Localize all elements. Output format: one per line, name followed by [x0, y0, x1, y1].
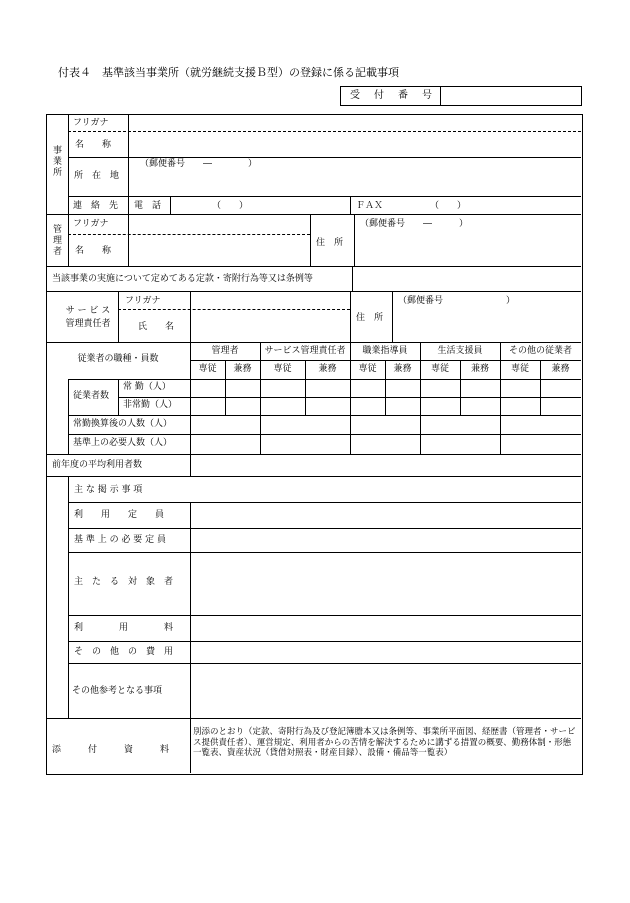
sub-header-fulltime: 専従 — [198, 364, 217, 374]
manager-postal: （郵便番号 ― ） — [360, 219, 469, 229]
service-manager-name-label: 氏 名 — [138, 322, 175, 332]
sub-header-concurrent: 兼務 — [318, 364, 337, 374]
posting-target-field[interactable] — [192, 554, 580, 613]
posting-reference-field[interactable] — [192, 665, 580, 716]
avg-users-field[interactable] — [192, 456, 580, 474]
staff-row-parttime: 非常勤（人） — [123, 400, 178, 410]
business-contact-label: 連 絡 先 — [73, 201, 119, 211]
attachments-label: 添 付 資 料 — [52, 745, 170, 755]
avg-users-label: 前年度の平均利用者数 — [52, 460, 143, 470]
manager-section-label: 管理者 — [52, 225, 62, 257]
attachments-text: 別添のとおり（定款、寄附行為及び登記簿謄本又は条例等、事業所平面図、経歴書（管理者・サービス提供責任者）、運営規定、利用者からの苦情を解決するために講ずる措置の概要、勤務体制・形態一覧表、資産状況（貸借対照表・財産目録）、設備・備品等一覧表） — [193, 727, 576, 758]
business-fax-field[interactable] — [390, 198, 578, 213]
business-furigana-field[interactable] — [130, 116, 579, 130]
regulations-label: 当該事業の実施について定めてある定款・寄附行為等又は条例等 — [52, 274, 313, 284]
staff-count-label: 従業者数 — [73, 391, 110, 401]
business-phone-field[interactable] — [172, 198, 348, 213]
staff-category-other: その他の従業者 — [508, 346, 572, 356]
manager-name-label: 名 称 — [75, 246, 112, 256]
sub-header-fulltime: 専従 — [358, 364, 377, 374]
posting-reference-label: その他参考となる事項 — [72, 686, 163, 696]
service-manager-furigana-field[interactable] — [192, 293, 348, 307]
staff-header-label: 従業者の職種・員数 — [77, 354, 159, 364]
sub-header-fulltime: 専従 — [510, 364, 529, 374]
manager-name-field[interactable] — [130, 236, 308, 264]
service-manager-address-field[interactable] — [394, 310, 578, 340]
posting-capacity-label: 利 用 定 員 — [74, 510, 165, 520]
staff-required-label: 基準上の必要人数（人） — [73, 438, 173, 448]
business-phone-paren: （ ） — [212, 201, 249, 211]
business-phone-label: 電 話 — [134, 201, 162, 211]
staff-category-manager: 管理者 — [211, 346, 239, 356]
staff-category-vocational-instructor: 職業指導員 — [362, 346, 408, 356]
manager-furigana-label: フリガナ — [73, 219, 109, 229]
service-manager-label-2: 管理責任者 — [65, 319, 111, 329]
service-manager-postal: （郵便番号 ） — [398, 296, 516, 306]
staff-category-service-manager: サービス管理責任者 — [264, 346, 346, 356]
service-manager-address-label: 住 所 — [356, 313, 384, 323]
business-address-label: 所 在 地 — [74, 171, 120, 181]
posting-capacity-field[interactable] — [192, 504, 580, 526]
business-fax-paren: （ ） — [430, 201, 467, 211]
staff-table-input-area[interactable] — [192, 381, 580, 453]
manager-address-label: 住 所 — [316, 238, 344, 248]
business-address-field[interactable] — [130, 172, 579, 194]
service-manager-label-1: サ ー ビ ス — [65, 306, 111, 316]
posting-fee-field[interactable] — [192, 617, 580, 639]
sub-header-fulltime: 専従 — [273, 364, 292, 374]
posting-other-costs-field[interactable] — [192, 643, 580, 661]
sub-header-fulltime: 専従 — [430, 364, 449, 374]
business-fax-label: ＦＡＸ — [356, 201, 384, 211]
form-title: 付表４ 基準該当事業所（就労継続支援Ｂ型）の登録に係る記載事項 — [58, 66, 399, 79]
business-postal: （郵便番号 ― ） — [140, 159, 258, 169]
reception-number-field[interactable] — [442, 88, 578, 103]
service-manager-name-field[interactable] — [192, 312, 348, 340]
posting-target-label: 主 た る 対 象 者 — [74, 577, 174, 587]
staff-fte-label: 常勤換算後の人数（人） — [73, 419, 173, 429]
staff-row-fulltime: 常 勤（人） — [123, 382, 171, 392]
business-section-label: 事業所 — [52, 146, 62, 178]
posting-other-costs-label: そ の 他 の 費 用 — [74, 647, 174, 657]
business-name-field[interactable] — [130, 133, 579, 156]
business-name-label: 名 称 — [75, 140, 112, 150]
sub-header-concurrent: 兼務 — [551, 364, 570, 374]
postings-header: 主 な 掲 示 事 項 — [74, 485, 143, 495]
sub-header-concurrent: 兼務 — [233, 364, 252, 374]
manager-furigana-field[interactable] — [130, 216, 308, 232]
reception-label: 受 付 番 号 — [350, 90, 434, 101]
manager-address-field[interactable] — [356, 232, 578, 264]
regulations-field[interactable] — [354, 268, 578, 289]
staff-category-life-supporter: 生活支援員 — [437, 346, 483, 356]
posting-required-capacity-label: 基 準 上 の 必 要 定 員 — [74, 535, 167, 545]
posting-required-capacity-field[interactable] — [192, 530, 580, 550]
business-furigana-label: フリガナ — [73, 118, 109, 128]
sub-header-concurrent: 兼務 — [470, 364, 489, 374]
service-manager-furigana-label: フリガナ — [125, 296, 161, 306]
sub-header-concurrent: 兼務 — [393, 364, 412, 374]
posting-fee-label: 利 用 料 — [74, 623, 174, 633]
